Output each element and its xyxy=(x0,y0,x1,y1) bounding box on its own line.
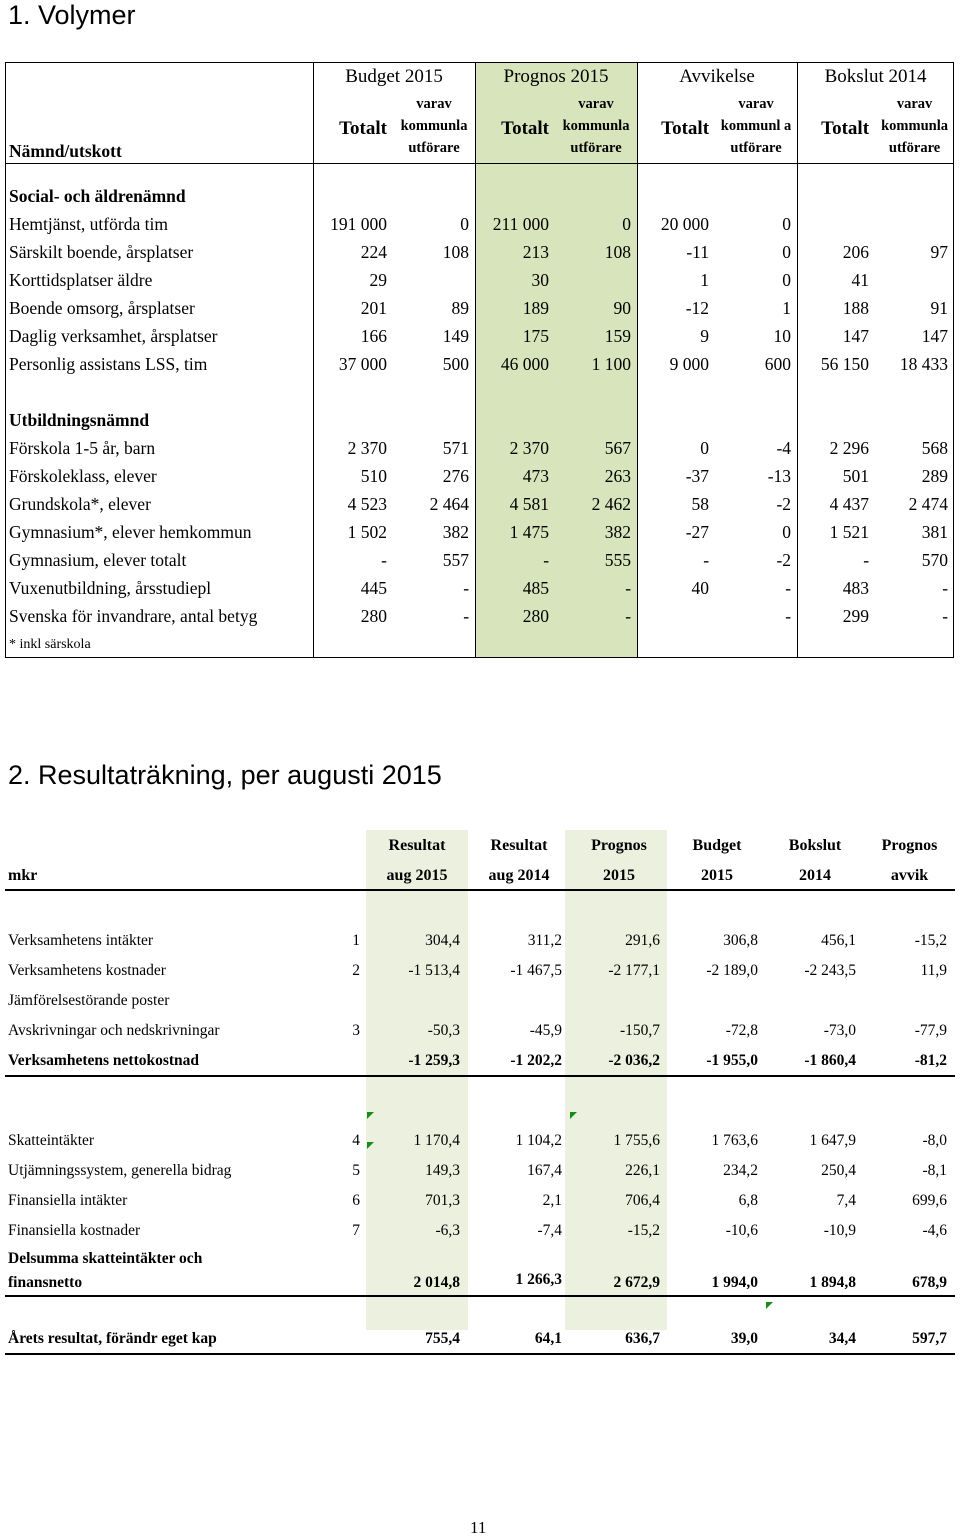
col-header: aug 2014 xyxy=(468,862,570,890)
table-row xyxy=(5,926,955,956)
row-label: Särskilt boende, årsplatser xyxy=(9,241,194,262)
cell: 1 104,2 xyxy=(515,1132,562,1149)
col-header: Bokslut xyxy=(788,837,842,854)
col-header: avvik xyxy=(864,862,955,890)
cell: 381 xyxy=(921,521,949,542)
cell: 90 xyxy=(613,297,632,318)
cell: 149,3 xyxy=(425,1162,460,1179)
cell: 510 xyxy=(360,465,387,486)
cell: 201 xyxy=(360,297,387,318)
table-row xyxy=(5,986,955,1016)
table-row xyxy=(5,210,954,238)
cell: 189 xyxy=(522,297,550,318)
cell: -2 189,0 xyxy=(706,962,758,979)
cell: 276 xyxy=(442,465,470,486)
cell: 0 xyxy=(782,521,792,542)
cell: 29 xyxy=(369,269,387,290)
cell: 1 xyxy=(700,269,710,290)
cell xyxy=(393,266,475,294)
cell: -4,6 xyxy=(922,1222,947,1239)
row-label: Skatteintäkter xyxy=(8,1132,95,1149)
row-label: Utjämningssystem, generella bidrag xyxy=(8,1162,232,1179)
group-header: Prognos 2015 xyxy=(503,66,609,87)
cell: 0 xyxy=(700,437,710,458)
note-ref: 3 xyxy=(352,1022,360,1039)
cell xyxy=(637,602,715,630)
note-ref: 2 xyxy=(352,962,360,979)
cell: 18 433 xyxy=(899,353,949,374)
cell: 108 xyxy=(442,241,470,262)
row-label: Förskola 1-5 år, barn xyxy=(9,437,156,458)
section-title-resultatrakning: 2. Resultaträkning, per augusti 2015 xyxy=(8,760,442,790)
table-row xyxy=(5,518,954,546)
row-label: Gymnasium, elever totalt xyxy=(9,549,187,570)
cell: 159 xyxy=(604,325,632,346)
row-label: Årets resultat, förändr eget kap xyxy=(5,1324,345,1354)
cell: -15,2 xyxy=(914,932,947,949)
cell: 570 xyxy=(921,549,949,570)
cell: 291,6 xyxy=(625,932,660,949)
cell: 234,2 xyxy=(723,1162,758,1179)
cell: 6,8 xyxy=(738,1192,758,1209)
row-label: Verksamhetens kostnader xyxy=(8,962,166,979)
cell: -72,8 xyxy=(725,1022,758,1039)
col-header: aug 2015 xyxy=(366,862,468,890)
cell: - xyxy=(463,605,470,626)
volymer-table xyxy=(5,62,954,660)
section-heading: Utbildningsnämnd xyxy=(9,409,150,430)
table-row xyxy=(5,1126,955,1156)
cell: 699,6 xyxy=(912,1192,947,1209)
cell: 1 100 xyxy=(591,353,632,374)
row-label: Verksamhetens nettokostnad xyxy=(5,1046,345,1076)
cell: 1 647,9 xyxy=(809,1132,856,1149)
cell: - xyxy=(942,605,949,626)
cell: 188 xyxy=(842,297,870,318)
section-heading: Social- och äldrenämnd xyxy=(9,185,186,206)
cell: 597,7 xyxy=(864,1324,955,1354)
row-label: Gymnasium*, elever hemkommun xyxy=(9,521,252,542)
cell: 2 014,8 xyxy=(366,1246,468,1296)
cell: 4 523 xyxy=(347,493,387,514)
cell: -7,4 xyxy=(537,1222,562,1239)
cell: 167,4 xyxy=(527,1162,562,1179)
cell: 456,1 xyxy=(821,932,856,949)
unit-label: mkr xyxy=(5,862,345,890)
cell: -45,9 xyxy=(529,1022,562,1039)
cell xyxy=(555,266,637,294)
cell: 46 000 xyxy=(500,353,550,374)
cell: -73,0 xyxy=(823,1022,856,1039)
cell: -2 177,1 xyxy=(608,962,660,979)
cell: 1 170,4 xyxy=(413,1132,460,1149)
cell xyxy=(797,210,875,238)
cell: 0 xyxy=(622,213,632,234)
cell: 250,4 xyxy=(821,1162,856,1179)
note-ref: 4 xyxy=(352,1132,360,1149)
footnote: * inkl särskola xyxy=(9,637,91,652)
cell: 555 xyxy=(604,549,632,570)
col-header: Resultat xyxy=(490,837,548,854)
cell: 306,8 xyxy=(723,932,758,949)
cell: - xyxy=(625,577,632,598)
table-row xyxy=(5,602,954,630)
col-header-totalt: Totalt xyxy=(501,118,550,139)
cell: 1 763,6 xyxy=(711,1132,758,1149)
cell: - xyxy=(942,577,949,598)
col-header: 2015 xyxy=(668,862,766,890)
group-header: Bokslut 2014 xyxy=(824,66,927,87)
table-row xyxy=(5,1216,955,1246)
cell: -2 243,5 xyxy=(804,962,856,979)
col-header: 2014 xyxy=(766,862,864,890)
cell: 755,4 xyxy=(366,1324,468,1354)
table-row-result xyxy=(5,1324,955,1354)
cell: 39,0 xyxy=(668,1324,766,1354)
row-header: Nämnd/utskott xyxy=(9,141,122,161)
table-row xyxy=(5,322,954,350)
cell: 600 xyxy=(764,353,792,374)
table-row xyxy=(5,1186,955,1216)
cell: 37 000 xyxy=(338,353,387,374)
col-header: Prognos xyxy=(591,837,647,854)
cell: 0 xyxy=(782,213,792,234)
cell: 701,3 xyxy=(425,1192,460,1209)
cell: - xyxy=(381,549,387,570)
col-header: Budget xyxy=(692,837,742,854)
row-label: Förskoleklass, elever xyxy=(9,465,157,486)
cell: 41 xyxy=(851,269,870,290)
cell: 175 xyxy=(522,325,550,346)
cell: 557 xyxy=(442,549,470,570)
cell: 64,1 xyxy=(468,1324,570,1354)
table-row xyxy=(5,1156,955,1186)
cell: 91 xyxy=(930,297,949,318)
cell: 149 xyxy=(442,325,470,346)
cell: - xyxy=(703,549,710,570)
cell: -77,9 xyxy=(914,1022,947,1039)
cell: 304,4 xyxy=(425,932,460,949)
cell: 678,9 xyxy=(864,1246,955,1296)
row-label xyxy=(5,1246,345,1296)
cell: 2,1 xyxy=(542,1192,562,1209)
cell: 1 475 xyxy=(509,521,550,542)
group-header: Avvikelse xyxy=(679,66,755,87)
cell: -8,1 xyxy=(922,1162,947,1179)
resultat-table xyxy=(5,830,955,1355)
note-ref: 7 xyxy=(352,1222,360,1239)
cell: - xyxy=(543,549,550,570)
cell: 382 xyxy=(604,521,632,542)
cell: -6,3 xyxy=(435,1222,460,1239)
cell: 147 xyxy=(842,325,870,346)
table-row xyxy=(5,238,954,266)
cell: - xyxy=(625,605,632,626)
col-header-varav: varav kommunla utförare xyxy=(562,96,630,156)
col-header-totalt: Totalt xyxy=(821,118,870,139)
cell: 382 xyxy=(442,521,470,542)
cell: -13 xyxy=(767,465,792,486)
col-header-varav: varav kommunla utförare xyxy=(400,96,468,156)
cell: 1 502 xyxy=(347,521,387,542)
cell xyxy=(875,210,954,238)
cell: 56 150 xyxy=(820,353,870,374)
cell: 445 xyxy=(360,577,387,598)
cell: -8,0 xyxy=(922,1132,947,1149)
cell: -1 513,4 xyxy=(408,962,460,979)
table-row xyxy=(5,350,954,378)
cell: 568 xyxy=(921,437,949,458)
cell: 206 xyxy=(842,241,870,262)
cell: 34,4 xyxy=(766,1324,864,1354)
row-label: Svenska för invandrare, antal betyg xyxy=(9,605,258,626)
cell: 20 000 xyxy=(660,213,710,234)
cell: - xyxy=(785,605,792,626)
cell: 263 xyxy=(604,465,632,486)
col-header-totalt: Totalt xyxy=(661,118,710,139)
cell: 147 xyxy=(921,325,949,346)
cell: 0 xyxy=(782,241,792,262)
cell: 1 266,3 xyxy=(468,1246,570,1296)
col-header: 2015 xyxy=(570,862,668,890)
cell: 166 xyxy=(360,325,387,346)
cell xyxy=(875,266,954,294)
table-row xyxy=(5,434,954,462)
row-label: Personlig assistans LSS, tim xyxy=(9,353,208,374)
cell: 97 xyxy=(930,241,949,262)
cell: 2 370 xyxy=(509,437,550,458)
cell: 40 xyxy=(691,577,710,598)
cell: 10 xyxy=(773,325,792,346)
cell: 224 xyxy=(360,241,387,262)
cell: -12 xyxy=(685,297,710,318)
cell: 485 xyxy=(522,577,550,598)
cell: -4 xyxy=(776,437,792,458)
col-header: Resultat xyxy=(388,837,446,854)
row-label: Daglig verksamhet, årsplatser xyxy=(9,325,218,346)
table-row xyxy=(5,574,954,602)
table-row xyxy=(5,490,954,518)
page-number: 11 xyxy=(470,1518,487,1537)
cell: 483 xyxy=(842,577,870,598)
row-label: Finansiella kostnader xyxy=(8,1222,141,1239)
cell: 30 xyxy=(531,269,550,290)
cell: 500 xyxy=(442,353,470,374)
note-ref: 5 xyxy=(352,1162,360,1179)
cell: -10,6 xyxy=(725,1222,758,1239)
table-row xyxy=(5,1016,955,1046)
cell: -1 467,5 xyxy=(510,962,562,979)
table-row xyxy=(5,546,954,574)
cell: 706,4 xyxy=(625,1192,660,1209)
cell: -37 xyxy=(685,465,710,486)
cell: 9 000 xyxy=(669,353,710,374)
cell: 0 xyxy=(782,269,792,290)
cell: - xyxy=(863,549,870,570)
table-row-subtotal xyxy=(5,1246,955,1296)
cell: -15,2 xyxy=(627,1222,660,1239)
cell: 280 xyxy=(522,605,550,626)
row-label: Avskrivningar och nedskrivningar xyxy=(8,1022,220,1039)
col-header-varav: varav kommunla utförare xyxy=(881,96,948,156)
cell: 2 474 xyxy=(908,493,949,514)
table-row-total xyxy=(5,1046,955,1076)
row-label-text: Delsumma skatteintäkter och finansnetto xyxy=(8,1249,203,1291)
cell: -2 xyxy=(776,549,792,570)
cell: 473 xyxy=(522,465,550,486)
cell: 1 994,0 xyxy=(668,1246,766,1296)
cell: 211 000 xyxy=(492,213,550,234)
cell: -150,7 xyxy=(619,1022,660,1039)
cell: 289 xyxy=(921,465,949,486)
cell: 4 581 xyxy=(509,493,550,514)
cell: - xyxy=(463,577,470,598)
cell: 567 xyxy=(604,437,632,458)
cell: 1 894,8 xyxy=(766,1246,864,1296)
cell: 191 000 xyxy=(330,213,387,234)
cell: -1 202,2 xyxy=(468,1046,570,1076)
row-label: Hemtjänst, utförda tim xyxy=(9,213,168,234)
cell: 89 xyxy=(451,297,470,318)
cell: 213 xyxy=(522,241,550,262)
cell: 58 xyxy=(691,493,710,514)
cell: -1 259,3 xyxy=(366,1046,468,1076)
cell: 7,4 xyxy=(836,1192,856,1209)
cell: 4 437 xyxy=(829,493,870,514)
cell: - xyxy=(785,577,792,598)
cell: -10,9 xyxy=(823,1222,856,1239)
cell: 11,9 xyxy=(920,962,947,979)
cell: -11 xyxy=(686,241,710,262)
table-row xyxy=(5,462,954,490)
cell: -1 955,0 xyxy=(668,1046,766,1076)
cell: 280 xyxy=(360,605,387,626)
row-label: Boende omsorg, årsplatser xyxy=(9,297,195,318)
cell: -2 xyxy=(776,493,792,514)
cell: 2 370 xyxy=(347,437,387,458)
cell: 2 464 xyxy=(429,493,470,514)
table-row xyxy=(5,956,955,986)
col-header: Prognos xyxy=(881,837,938,854)
cell: 0 xyxy=(460,213,470,234)
cell: 226,1 xyxy=(625,1162,660,1179)
cell: 108 xyxy=(604,241,632,262)
cell: 2 462 xyxy=(591,493,632,514)
cell: 311,2 xyxy=(527,932,562,949)
cell: 501 xyxy=(842,465,870,486)
note-ref: 6 xyxy=(352,1192,360,1209)
cell: -50,3 xyxy=(427,1022,460,1039)
note-ref: 1 xyxy=(352,932,360,949)
row-label: Verksamhetens intäkter xyxy=(8,932,154,949)
row-label: Grundskola*, elever xyxy=(9,493,151,514)
row-label: Jämförelsestörande poster xyxy=(8,992,170,1009)
row-label: Korttidsplatser äldre xyxy=(9,269,153,290)
col-header-varav: varav kommunl a utförare xyxy=(720,96,792,156)
cell: 1 xyxy=(782,297,792,318)
row-label: Finansiella intäkter xyxy=(8,1192,128,1209)
section-title-volymer: 1. Volymer xyxy=(8,0,136,30)
cell: 2 672,9 xyxy=(570,1246,668,1296)
table-row xyxy=(5,294,954,322)
cell: 299 xyxy=(842,605,870,626)
cell: 2 296 xyxy=(829,437,870,458)
cell: -2 036,2 xyxy=(570,1046,668,1076)
cell: -1 860,4 xyxy=(766,1046,864,1076)
cell: 636,7 xyxy=(570,1324,668,1354)
row-label: Vuxenutbildning, årsstudiepl xyxy=(9,577,212,598)
cell: 1 755,6 xyxy=(613,1132,660,1149)
cell: 1 521 xyxy=(829,521,870,542)
table-row xyxy=(5,266,954,294)
cell: -27 xyxy=(685,521,710,542)
col-header-totalt: Totalt xyxy=(339,118,387,139)
cell: 9 xyxy=(700,325,710,346)
group-header: Budget 2015 xyxy=(345,66,443,87)
cell: -81,2 xyxy=(864,1046,955,1076)
cell: 571 xyxy=(442,437,470,458)
